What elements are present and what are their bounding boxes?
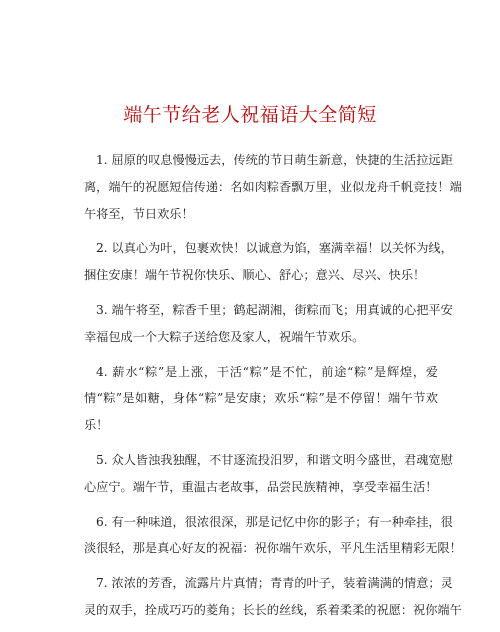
paragraph-line: 心应宁。端午节，重温古老故事，品尝民族精神，享受幸福生活！ bbox=[84, 479, 438, 494]
paragraph-line: 2. 以真心为叶，包裹欢快！以诚意为馅，塞满幸福！以关怀为线， bbox=[96, 241, 453, 256]
paragraph-line: 捆住安康！端午节祝你快乐、顺心、舒心；意兴、尽兴、快乐！ bbox=[84, 268, 426, 283]
document-title: 端午节给老人祝福语大全简短 bbox=[123, 104, 377, 126]
paragraph-line: 5. 众人皆浊我独醒，不甘逐流投汨罗，和谐文明今盛世，君魂宽慰 bbox=[96, 452, 453, 467]
paragraph-line: 7. 浓浓的芳香，流露片片真情；青青的叶子，装着满满的情意；灵 bbox=[96, 576, 453, 591]
paragraph-2 bbox=[84, 235, 453, 289]
paragraph-line: 3. 端午将至，粽香千里；鹤起湖湘，街粽而飞；用真诚的心把平安 bbox=[96, 302, 453, 317]
paragraph-7 bbox=[84, 570, 462, 624]
paragraph-6 bbox=[84, 509, 462, 563]
paragraph-5 bbox=[84, 447, 453, 501]
paragraph-line: 6. 有一种味道，很浓很深，那是记忆中你的影子；有一种牵挂，很 bbox=[96, 514, 453, 529]
document-body bbox=[84, 147, 462, 632]
paragraph-line: 灵的双手，拴成巧巧的菱角；长长的丝线，系着柔柔的祝愿：祝你端午 bbox=[84, 602, 462, 617]
paragraph-line: 1. 屈原的叹息慢慢远去，传统的节日萌生新意，快捷的生活拉远距 bbox=[96, 153, 453, 167]
paragraph-line: 淡很轻，那是真心好友的祝福：祝你端午欢乐，平凡生活里精彩无限！ bbox=[84, 541, 462, 556]
paragraph-line: 幸福包成一个大粽子送给您及家人，祝端午节欢乐。 bbox=[84, 329, 365, 344]
paragraph-4 bbox=[84, 359, 438, 439]
paragraph-line: 4. 薪水“粽”是上涨，干活“粽”是不忙，前途“粽”是辉煌，爱 bbox=[96, 364, 438, 379]
paragraph-3 bbox=[84, 297, 453, 351]
paragraph-line: 午将至，节日欢乐！ bbox=[84, 206, 194, 221]
paragraph-1 bbox=[84, 147, 462, 227]
paragraph-line: 离，端午的祝愿短信传递：名如肉粽香飘万里，业似龙舟千帆竞技！端 bbox=[84, 179, 462, 194]
paragraph-line: 情“粽”是如糖，身体“粽”是安康；欢乐“粽”是不停留！端午节欢 bbox=[84, 391, 438, 406]
paragraph-line: 乐！ bbox=[84, 418, 109, 433]
